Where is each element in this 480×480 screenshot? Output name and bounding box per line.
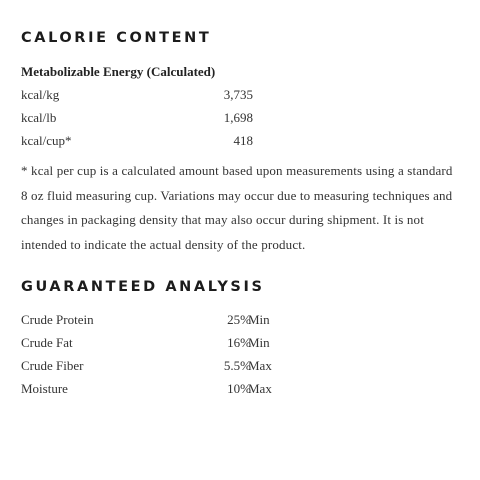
- guaranteed-analysis-heading: GUARANTEED ANALYSIS: [21, 279, 265, 295]
- analysis-row-value: 5.5%: [223, 358, 251, 373]
- analysis-row-crude-fiber: [21, 358, 281, 376]
- analysis-row-qualifier: Min: [248, 312, 270, 327]
- analysis-row-label: Crude Fat: [21, 335, 73, 350]
- calorie-row-label: kcal/kg: [21, 87, 60, 102]
- calorie-row-kcal-lb: [21, 110, 281, 128]
- calorie-row-label: kcal/cup*: [21, 133, 72, 148]
- calorie-row-value: 418: [233, 133, 253, 148]
- analysis-row-value: 25%: [227, 312, 251, 327]
- calorie-row-value: 1,698: [223, 110, 253, 125]
- analysis-row-label: Moisture: [21, 381, 68, 396]
- calorie-content-heading: CALORIE CONTENT: [21, 30, 212, 46]
- calorie-row-kcal-kg: [21, 87, 281, 105]
- analysis-row-qualifier: Max: [248, 381, 272, 396]
- analysis-row-value: 16%: [227, 335, 251, 350]
- analysis-row-moisture: [21, 381, 281, 399]
- calorie-row-label: kcal/lb: [21, 110, 57, 125]
- analysis-row-value: 10%: [227, 381, 251, 396]
- metabolizable-energy-subheading: Metabolizable Energy (Calculated): [21, 64, 216, 79]
- analysis-row-qualifier: Min: [248, 335, 270, 350]
- analysis-row-qualifier: Max: [248, 358, 272, 373]
- kcal-per-cup-footnote: * kcal per cup is a calculated amount based upon measurements using a standard 8 oz fluid measuring cup. Variations may occur due to measuring techniques and changes in packaging density that may also occur during shipment. It is not intended to indicate the actual density of the product.: [21, 163, 453, 252]
- analysis-row-crude-fat: [21, 335, 281, 353]
- analysis-row-crude-protein: [21, 312, 281, 330]
- analysis-row-label: Crude Fiber: [21, 358, 84, 373]
- analysis-row-label: Crude Protein: [21, 312, 94, 327]
- calorie-row-kcal-cup: [21, 133, 281, 151]
- calorie-row-value: 3,735: [223, 87, 253, 102]
